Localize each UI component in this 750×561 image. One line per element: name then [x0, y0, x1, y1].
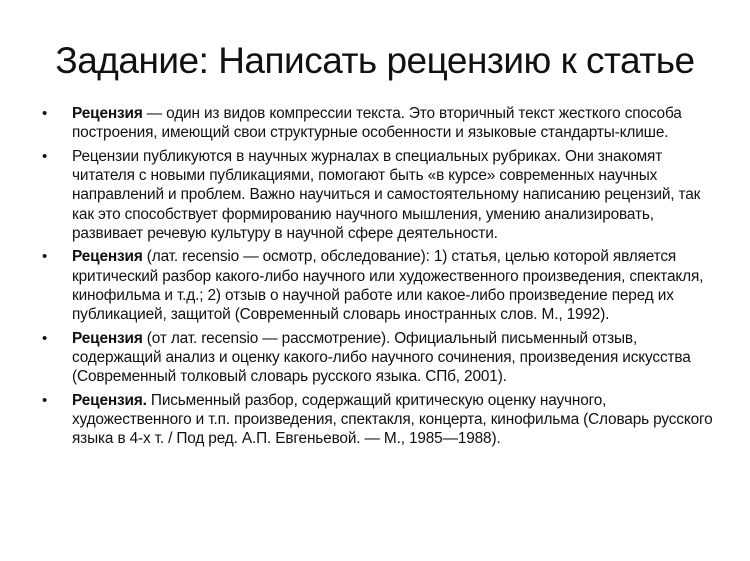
bullet-dot-icon: • — [42, 147, 48, 165]
bullet-text: (от лат. recensio — рассмотрение). Официальный письменный отзыв, содержащий анализ и оценку какого-либо научного сочинения, произведения искусства (Современный толковый словарь русского языка. СПб, 2001). — [72, 329, 691, 386]
bullet-dot-icon: • — [42, 248, 48, 266]
bullet-term: Рецензия — [72, 105, 143, 122]
bullet-dot-icon: • — [42, 391, 48, 409]
bullet-item — [38, 391, 718, 449]
slide-title: Задание: Написать рецензию к статье — [55, 39, 695, 81]
bullet-term: Рецензия. — [72, 391, 147, 409]
bullet-item — [38, 104, 718, 142]
bullet-item — [38, 329, 718, 387]
bullet-list — [38, 104, 718, 453]
bullet-text: Рецензии публикуются в научных журналах в специальных рубриках. Они знакомят читателя с новыми публикациями, помогают быть «в курсе» современных научных направлений и проблем. Важно научиться и самостоятельному написанию рецензий, так как это способствует формированию научного мышления, умению анализировать, развивает речевую культуру в научной сфере деятельности. — [72, 147, 701, 242]
bullet-term: Рецензия — [72, 248, 143, 266]
bullet-text: (лат. recensio — осмотр, обследование): 1) статья, целью которой является критический разбор какого-либо научного или художественного произведения, спектакля, кинофильма и т.д.; 2) отзыв о научной работе или какое-либо произведение перед их публикацией, защитой (Современный словарь иностранных слов. М., 1992). — [72, 248, 704, 324]
bullet-text: Письменный разбор, содержащий критическую оценку научного, художественного и т.п. произведения, спектакля, концерта, кинофильма (Словарь русского языка в 4-х т. / Под ред. А.П. Евгеньевой. — М., 1985—1988). — [72, 391, 713, 448]
bullet-item — [38, 247, 718, 324]
bullet-term: Рецензия — [72, 329, 143, 347]
bullet-dot-icon: • — [42, 329, 48, 347]
bullet-item — [38, 147, 718, 243]
bullet-dot-icon: • — [42, 105, 48, 122]
bullet-text: — один из видов компрессии текста. Это вторичный текст жесткого способа построения, имеющий свои структурные особенности и языковые стандарты-клише. — [72, 105, 682, 142]
